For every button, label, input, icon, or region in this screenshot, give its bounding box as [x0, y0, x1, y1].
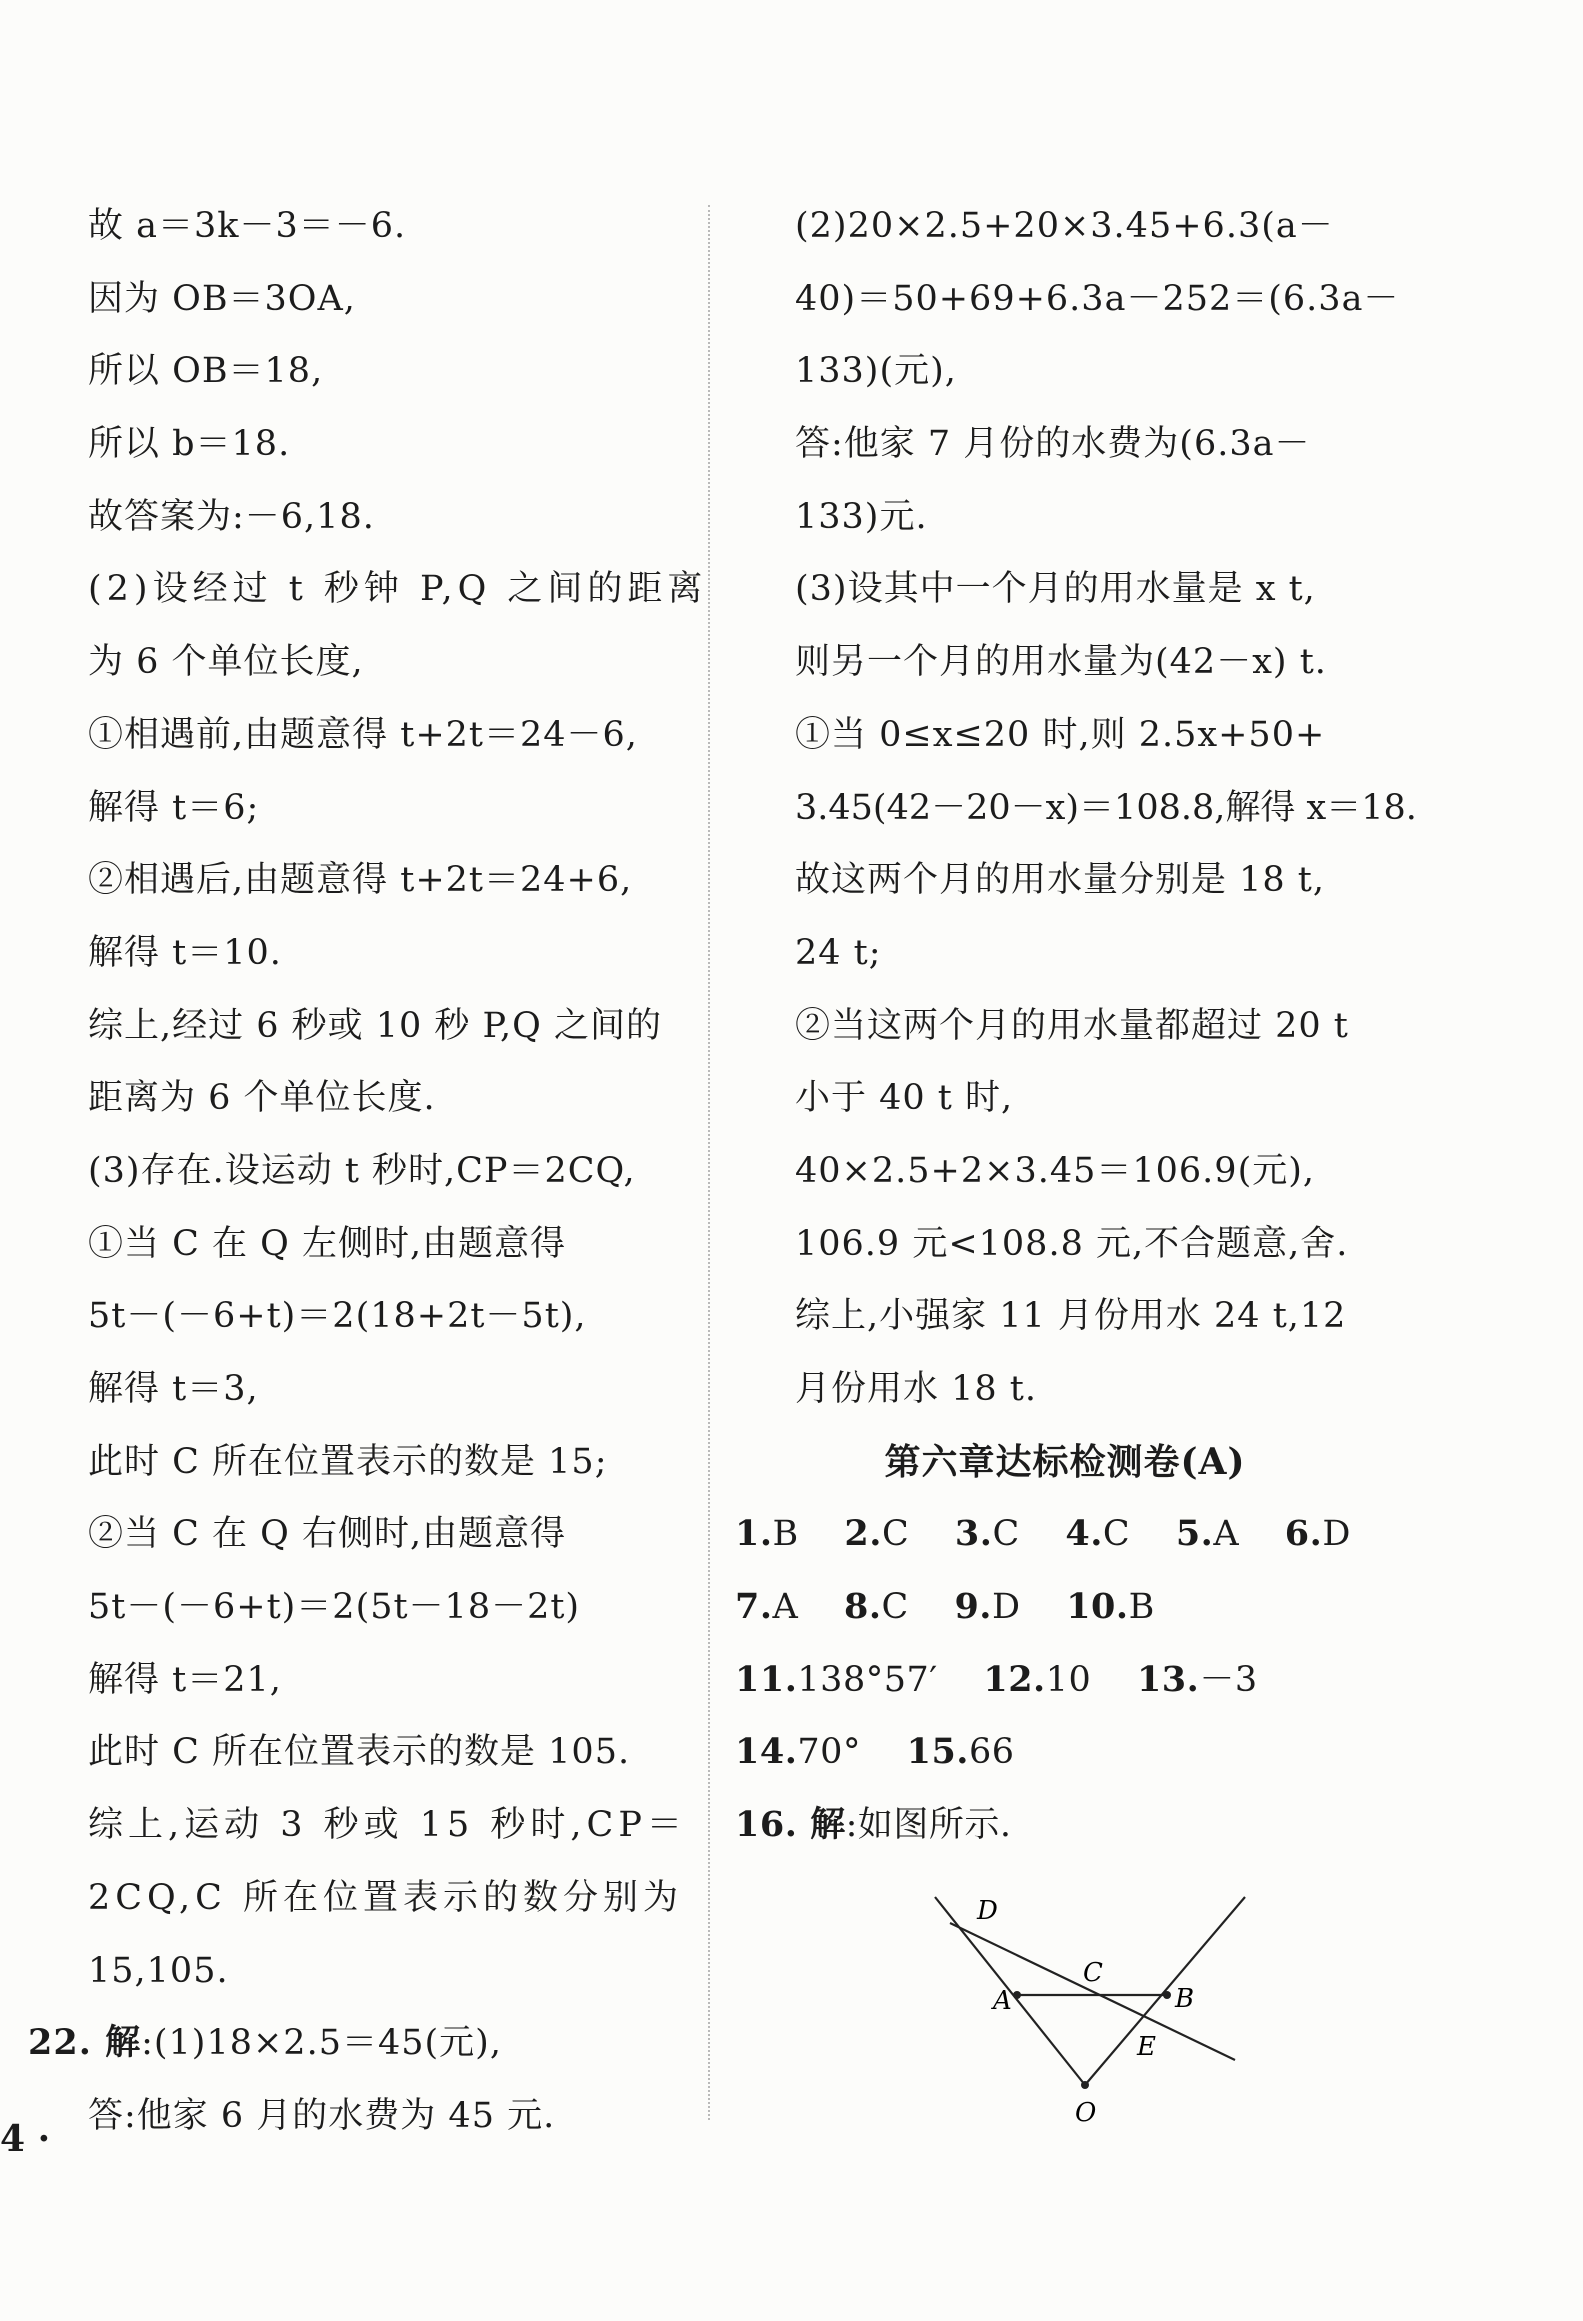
solution-line: 综上,运动 3 秒或 15 秒时,CP＝ [88, 1805, 687, 1846]
solution-line: 5t－(－6+t)＝2(5t－18－2t) [88, 1587, 581, 1628]
label-a: A [993, 1986, 1012, 2016]
problem-22-label: 22. 解 [28, 2022, 142, 2064]
solution-line: 106.9 元<108.8 元,不合题意,舍. [795, 1223, 1349, 1264]
answer-row [735, 1716, 1395, 1789]
solution-line: (2)20×2.5+20×3.45+6.3(a－ [795, 206, 1334, 246]
answer-item: 7.A [735, 1586, 799, 1628]
answer-item: 13.－3 [1136, 1658, 1258, 1700]
answer-item: 1.B [735, 1513, 799, 1555]
answer-item: 14.70° [735, 1731, 861, 1773]
answer-item: 6.D [1284, 1513, 1351, 1555]
answer-item: 12.10 [983, 1658, 1092, 1700]
label-d: D [977, 1896, 998, 1926]
solution-line: 小于 40 t 时, [795, 1078, 1014, 1119]
answer-item: 15.66 [906, 1731, 1015, 1773]
solution-line: 40×2.5+2×3.45＝106.9(元), [795, 1150, 1316, 1191]
point-a [1013, 1991, 1021, 1999]
solution-line: 综上,经过 6 秒或 10 秒 P,Q 之间的 [88, 1005, 662, 1046]
solution-line: 为 6 个单位长度, [88, 642, 364, 683]
problem-16-label: 16. 解 [735, 1804, 846, 1846]
answer-item: 4.C [1065, 1513, 1131, 1555]
problem-22-text: :(1)18×2.5＝45(元), [141, 2023, 502, 2064]
solution-line: 则另一个月的用水量为(42－x) t. [795, 642, 1327, 683]
solution-line: 133)元. [795, 496, 928, 537]
solution-line: 133)(元), [795, 351, 957, 392]
solution-line: 解得 t＝21, [88, 1659, 282, 1700]
answer-item: 11.138°57′ [735, 1658, 938, 1700]
solution-line: 解得 t＝10. [88, 932, 282, 973]
label-e: E [1137, 2032, 1156, 2062]
problem-16-line [735, 1789, 1395, 1862]
solution-line: (3)存在.设运动 t 秒时,CP＝2CQ, [88, 1150, 636, 1191]
answer-item: 9.D [954, 1586, 1021, 1628]
solution-line: ②当 C 在 Q 右侧时,由题意得 [88, 1514, 567, 1555]
solution-line: 此时 C 所在位置表示的数是 15; [88, 1441, 608, 1482]
label-c: C [1083, 1958, 1103, 1988]
solution-line: 解得 t＝6; [88, 787, 260, 828]
label-o: O [1075, 2098, 1097, 2125]
solution-line: 解得 t＝3, [88, 1369, 259, 1409]
solution-line: 3.45(42－20－x)＝108.8,解得 x＝18. [795, 787, 1417, 828]
solution-line: 故这两个月的用水量分别是 18 t, [795, 860, 1325, 901]
answer-row [735, 1644, 1395, 1717]
left-column [28, 190, 708, 2153]
answer-item: 10.B [1066, 1586, 1155, 1628]
solution-line: 月份用水 18 t. [795, 1369, 1037, 1409]
solution-line: 15,105. [88, 1950, 229, 1991]
solution-line: 24 t; [795, 932, 882, 973]
point-b [1163, 1991, 1171, 1999]
answer-key [735, 1498, 1395, 1861]
label-b: B [1175, 1984, 1195, 2014]
solution-line: 故 a＝3k－3＝－6. [88, 206, 407, 246]
point-o [1081, 2081, 1089, 2089]
solution-line: 2CQ,C 所在位置表示的数分别为 [88, 1877, 684, 1918]
solution-line: 所以 b＝18. [88, 424, 291, 465]
answer-item: 5.A [1175, 1513, 1240, 1555]
solution-line: 40)＝50+69+6.3a－252＝(6.3a－ [795, 278, 1400, 319]
solution-line: 距离为 6 个单位长度. [88, 1078, 436, 1119]
answer-item: 2.C [844, 1513, 910, 1555]
problem-16-text: :如图所示. [845, 1805, 1012, 1846]
geometry-figure [905, 1885, 1255, 2125]
right-column [735, 190, 1417, 1862]
solution-line: ②当这两个月的用水量都超过 20 t [795, 1005, 1349, 1046]
solution-line: ①当 C 在 Q 左侧时,由题意得 [88, 1223, 567, 1264]
answer-item: 3.C [954, 1513, 1020, 1555]
solution-line: 因为 OB＝3OA, [88, 278, 356, 319]
solution-line: (2)设经过 t 秒钟 P,Q 之间的距离 [88, 569, 708, 610]
solution-line: ①相遇前,由题意得 t+2t＝24－6, [88, 714, 638, 755]
column-divider [708, 205, 710, 2120]
problem-22-line [28, 2007, 688, 2080]
page-number: 4 · [0, 2118, 51, 2160]
solution-line: ②相遇后,由题意得 t+2t＝24+6, [88, 860, 633, 901]
solution-line: 综上,小强家 11 月份用水 24 t,12 [795, 1296, 1347, 1337]
solution-line: 所以 OB＝18, [88, 351, 324, 392]
solution-line: ①当 0≤x≤20 时,则 2.5x+50+ [795, 714, 1326, 755]
solution-line: 故答案为:－6,18. [88, 496, 375, 537]
answer-item: 8.C [843, 1586, 909, 1628]
solution-line: 答:他家 7 月份的水费为(6.3a－ [795, 424, 1311, 465]
answer-row [735, 1498, 1395, 1571]
solution-line: 此时 C 所在位置表示的数是 105. [88, 1732, 631, 1773]
solution-line: (3)设其中一个月的用水量是 x t, [795, 569, 1316, 610]
solution-line: 5t－(－6+t)＝2(18+2t－5t), [88, 1296, 587, 1337]
answer-row [735, 1571, 1395, 1644]
solution-line: 答:他家 6 月的水费为 45 元. [88, 2095, 556, 2136]
section-title: 第六章达标检测卷(A) [884, 1440, 1246, 1483]
line-ob [1085, 1897, 1245, 2085]
